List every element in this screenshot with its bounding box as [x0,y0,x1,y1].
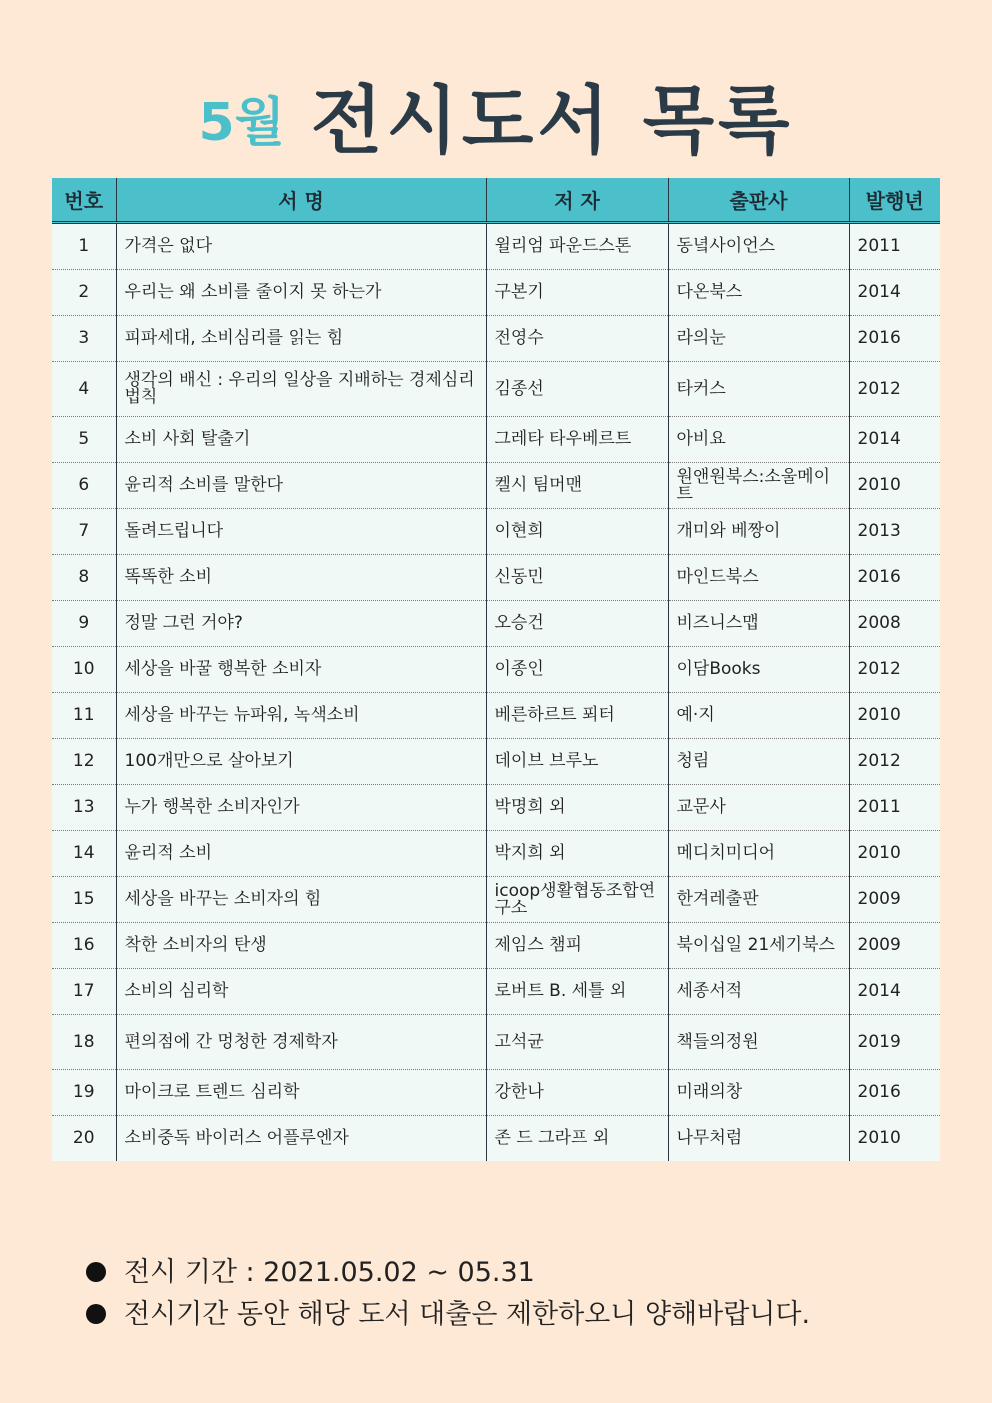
table-row [52,693,940,739]
title-main: 전시도서 목록 [310,78,794,164]
cell-number: 15 [52,877,116,923]
cell-year: 2009 [849,923,940,969]
cell-number: 11 [52,693,116,739]
cell-year: 2008 [849,601,940,647]
cell-number: 17 [52,969,116,1015]
cell-title: 윤리적 소비를 말한다 [116,463,486,509]
cell-author: 오승건 [486,601,668,647]
cell-number: 18 [52,1015,116,1070]
cell-year: 2014 [849,417,940,463]
cell-title: 100개만으로 살아보기 [116,739,486,785]
cell-title: 우리는 왜 소비를 줄이지 못 하는가 [116,270,486,316]
note-item [86,1252,810,1294]
cell-title: 누가 행복한 소비자인가 [116,785,486,831]
table-row [52,223,940,270]
cell-number: 7 [52,509,116,555]
cell-year: 2012 [849,362,940,417]
cell-title: 마이크로 트렌드 심리학 [116,1070,486,1116]
notes [86,1252,810,1336]
cell-title: 소비의 심리학 [116,969,486,1015]
cell-author: 고석균 [486,1015,668,1070]
note-period: 전시 기간 : 2021.05.02 ~ 05.31 [124,1257,535,1288]
cell-year: 2010 [849,1116,940,1162]
cell-year: 2012 [849,647,940,693]
header-publisher: 출판사 [668,178,849,223]
cell-year: 2016 [849,1070,940,1116]
cell-number: 12 [52,739,116,785]
cell-year: 2010 [849,463,940,509]
cell-year: 2011 [849,785,940,831]
table-row [52,509,940,555]
cell-publisher: 원앤원북스:소울메이트 [668,463,849,509]
cell-publisher: 비즈니스맵 [668,601,849,647]
cell-author: 김종선 [486,362,668,417]
cell-number: 13 [52,785,116,831]
header-number: 번호 [52,178,116,223]
cell-title: 세상을 바꾸는 소비자의 힘 [116,877,486,923]
cell-number: 3 [52,316,116,362]
cell-title: 소비중독 바이러스 어플루엔자 [116,1116,486,1162]
note-item [86,1294,810,1336]
cell-number: 5 [52,417,116,463]
table-row [52,785,940,831]
cell-author: 박지희 외 [486,831,668,877]
cell-number: 16 [52,923,116,969]
cell-title: 정말 그런 거야? [116,601,486,647]
page-title [0,62,992,168]
cell-number: 20 [72,1128,95,1148]
table-row [52,417,940,463]
cell-number: 10 [52,647,116,693]
cell-author: 켈시 팀머맨 [486,463,668,509]
cell-title: 똑똑한 소비 [116,555,486,601]
bullet-icon [86,1304,106,1324]
header-author: 저 자 [486,178,668,223]
bullet-icon [86,1262,106,1282]
cell-number: 4 [52,362,116,417]
cell-publisher: 북이십일 21세기북스 [668,923,849,969]
table-row [52,831,940,877]
table-row [52,969,940,1015]
table-row [52,739,940,785]
cell-year: 2014 [849,270,940,316]
cell-title: 소비 사회 탈출기 [116,417,486,463]
cell-publisher: 교문사 [668,785,849,831]
cell-author: icoop생활협동조합연구소 [486,877,668,923]
table-header-row [52,178,940,223]
title-month: 5월 [198,93,285,153]
table-row [52,1015,940,1070]
cell-author: 존 드 그라프 외 [486,1116,668,1162]
cell-publisher: 나무처럼 [668,1116,849,1162]
cell-number: 6 [52,463,116,509]
cell-author: 윌리엄 파운드스톤 [486,223,668,270]
cell-year: 2010 [849,693,940,739]
cell-publisher: 마인드북스 [668,555,849,601]
cell-author: 신동민 [486,555,668,601]
cell-year: 2013 [849,509,940,555]
cell-number: 9 [52,601,116,647]
cell-title: 가격은 없다 [116,223,486,270]
cell-title: 생각의 배신 : 우리의 일상을 지배하는 경제심리 법칙 [116,362,486,417]
cell-publisher: 예·지 [668,693,849,739]
cell-author: 이현희 [486,509,668,555]
cell-author: 강한나 [486,1070,668,1116]
cell-number: 2 [52,270,116,316]
cell-publisher: 메디치미디어 [668,831,849,877]
table-row [52,877,940,923]
cell-publisher: 미래의창 [668,1070,849,1116]
cell-year: 2012 [849,739,940,785]
cell-publisher: 세종서적 [668,969,849,1015]
header-title: 서 명 [116,178,486,223]
cell-publisher: 다온북스 [668,270,849,316]
cell-title: 윤리적 소비 [116,831,486,877]
cell-publisher: 이담Books [668,647,849,693]
cell-number: 1 [52,223,116,270]
header-year: 발행년 [849,178,940,223]
cell-number: 19 [52,1070,116,1116]
cell-title: 피파세대, 소비심리를 읽는 힘 [116,316,486,362]
cell-year: 2010 [849,831,940,877]
cell-publisher: 동녘사이언스 [668,223,849,270]
note-restriction: 전시기간 동안 해당 도서 대출은 제한하오니 양해바랍니다. [124,1299,811,1330]
cell-author: 박명희 외 [486,785,668,831]
cell-author: 데이브 브루노 [486,739,668,785]
cell-year: 2016 [849,555,940,601]
cell-year: 2011 [849,223,940,270]
book-list-table [52,178,940,1161]
cell-title: 세상을 바꾸는 뉴파워, 녹색소비 [116,693,486,739]
table-row [52,316,940,362]
table-row [52,362,940,417]
table-row [52,1116,940,1162]
table-row [52,555,940,601]
cell-title: 편의점에 간 멍청한 경제학자 [116,1015,486,1070]
cell-year: 2014 [849,969,940,1015]
cell-title: 세상을 바꿀 행복한 소비자 [116,647,486,693]
table-row [52,601,940,647]
cell-year: 2016 [849,316,940,362]
cell-author: 그레타 타우베르트 [486,417,668,463]
cell-title: 착한 소비자의 탄생 [116,923,486,969]
cell-number: 14 [52,831,116,877]
cell-author: 로버트 B. 세틀 외 [486,969,668,1015]
cell-publisher: 개미와 베짱이 [668,509,849,555]
cell-publisher: 타커스 [668,362,849,417]
cell-publisher: 한겨레출판 [668,877,849,923]
cell-year: 2019 [849,1015,940,1070]
table-row [52,923,940,969]
cell-publisher: 청림 [668,739,849,785]
cell-author: 제임스 챔피 [486,923,668,969]
table-row [52,270,940,316]
cell-author: 구본기 [486,270,668,316]
table-row [52,1070,940,1116]
cell-number: 8 [52,555,116,601]
table-row [52,647,940,693]
cell-year: 2009 [849,877,940,923]
cell-title: 돌려드립니다 [116,509,486,555]
table-row [52,463,940,509]
cell-publisher: 라의눈 [668,316,849,362]
cell-publisher: 책들의정원 [668,1015,849,1070]
cell-author: 베른하르트 푀터 [486,693,668,739]
cell-author: 전영수 [486,316,668,362]
cell-author: 이종인 [486,647,668,693]
cell-publisher: 아비요 [668,417,849,463]
